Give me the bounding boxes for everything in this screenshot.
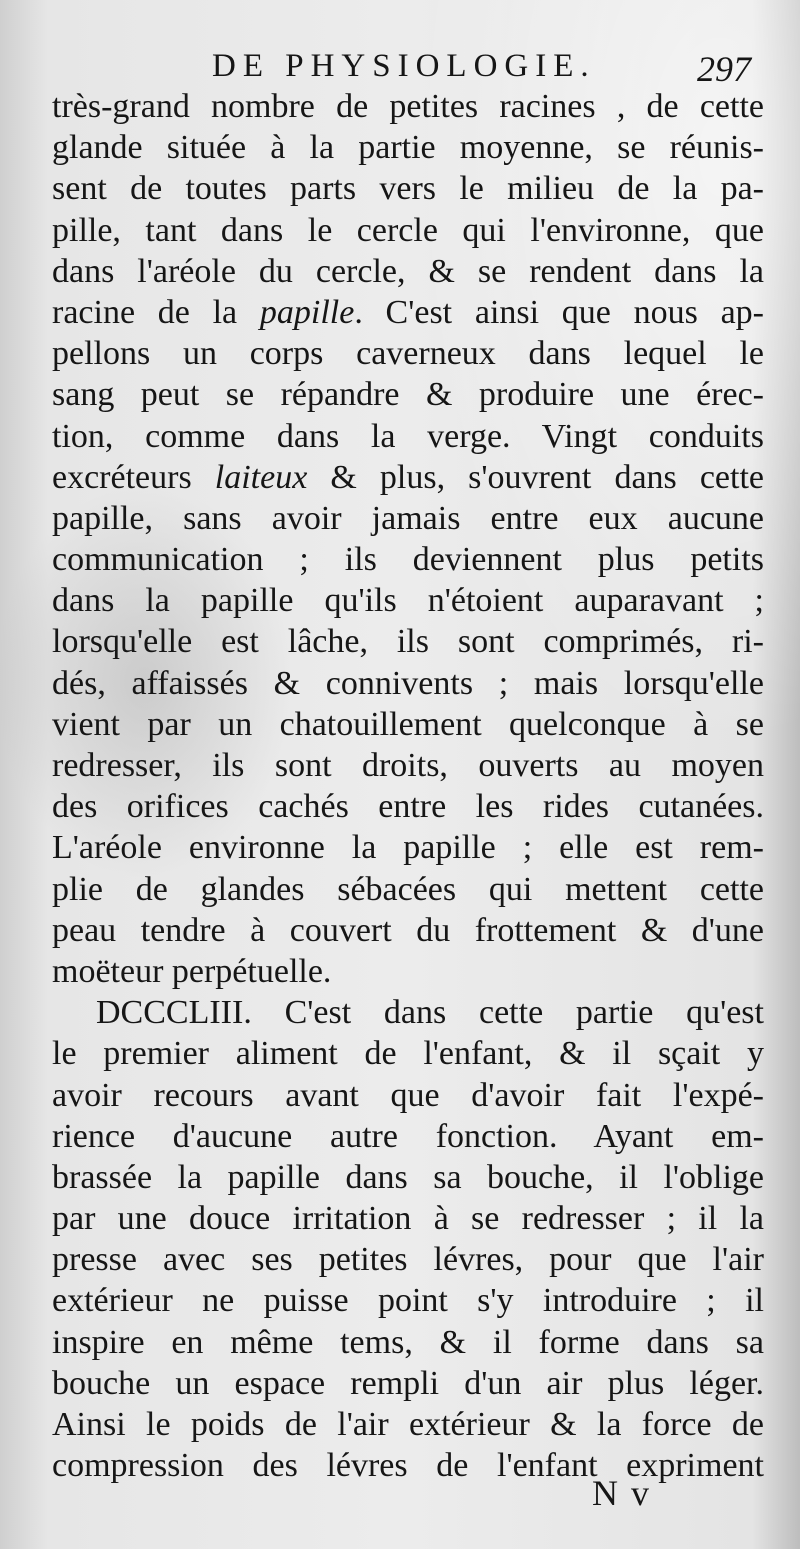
text-line: des orifices cachés entre les rides cutanées. [52,788,764,826]
text-line: communication ; ils deviennent plus petits [52,541,764,579]
text-line: rience d'aucune autre fonction. Ayant em- [52,1117,764,1155]
line-segment: racine de la [52,293,260,331]
line-segment: & plus, s'ouvrent dans cette [307,458,765,496]
text-line: presse avec ses petites lévres, pour que l'air [52,1241,764,1279]
text-line: glande située à la partie moyenne, se réunis- [52,129,764,167]
page-header [0,40,800,92]
text-line: DCCCLIII. C'est dans cette partie qu'est [96,994,764,1032]
body-text [52,86,764,1486]
text-line: dans la papille qu'ils n'étoient auparavant ; [52,582,764,620]
paragraph-1 [52,86,764,992]
text-line: L'aréole environne la papille ; elle est rem- [52,829,764,867]
text-line [52,292,764,333]
text-line: bouche un espace rempli d'un air plus léger. [52,1364,764,1402]
text-line: dés, affaissés & connivents ; mais lorsqu'elle [52,664,764,702]
line-segment: excréteurs [52,458,215,496]
text-line: le premier aliment de l'enfant, & il sçait y [52,1035,764,1073]
signature-mark: N v [592,1473,651,1513]
text-line: papille, sans avoir jamais entre eux aucune [52,499,764,537]
text-line: compression des lévres de l'enfant expriment [52,1447,764,1485]
text-line: inspire en même tems, & il forme dans sa [52,1323,764,1361]
paragraph-2 [52,992,764,1486]
italic-term: papille [259,293,355,331]
text-line: Ainsi le poids de l'air extérieur & la force de [52,1406,764,1443]
text-line: moëteur perpétuelle. [52,952,332,990]
line-segment: . C'est ainsi que nous ap- [354,293,764,331]
text-line: vient par un chatouillement quelconque à se [52,705,764,743]
running-title: DE PHYSIOLOGIE. [212,48,596,84]
text-line: par une douce irritation à se redresser ; il la [52,1200,764,1238]
text-line [52,457,764,498]
text-line: avoir recours avant que d'avoir fait l'expé- [52,1076,764,1114]
text-line: brassée la papille dans sa bouche, il l'oblige [52,1158,764,1196]
text-line: pille, tant dans le cercle qui l'environne, que [52,211,764,249]
text-line: sent de toutes parts vers le milieu de la pa- [52,170,764,208]
text-line: plie de glandes sébacées qui mettent cette [52,870,764,908]
text-line: dans l'aréole du cercle, & se rendent dans la [52,252,764,290]
text-line: redresser, ils sont droits, ouverts au moyen [52,747,764,784]
text-line: sang peut se répandre & produire une érec- [52,376,764,414]
text-line: extérieur ne puisse point s'y introduire ; il [52,1282,764,1320]
text-line: peau tendre à couvert du frottement & d'une [52,911,764,949]
text-line: lorsqu'elle est lâche, ils sont comprimés, ri- [52,623,764,661]
italic-term: laiteux [214,458,308,496]
text-line: tion, comme dans la verge. Vingt conduits [52,417,764,455]
page-number: 297 [697,49,751,89]
text-line: pellons un corps caverneux dans lequel le [52,335,764,373]
text-line: très-grand nombre de petites racines , de cette [52,88,764,125]
